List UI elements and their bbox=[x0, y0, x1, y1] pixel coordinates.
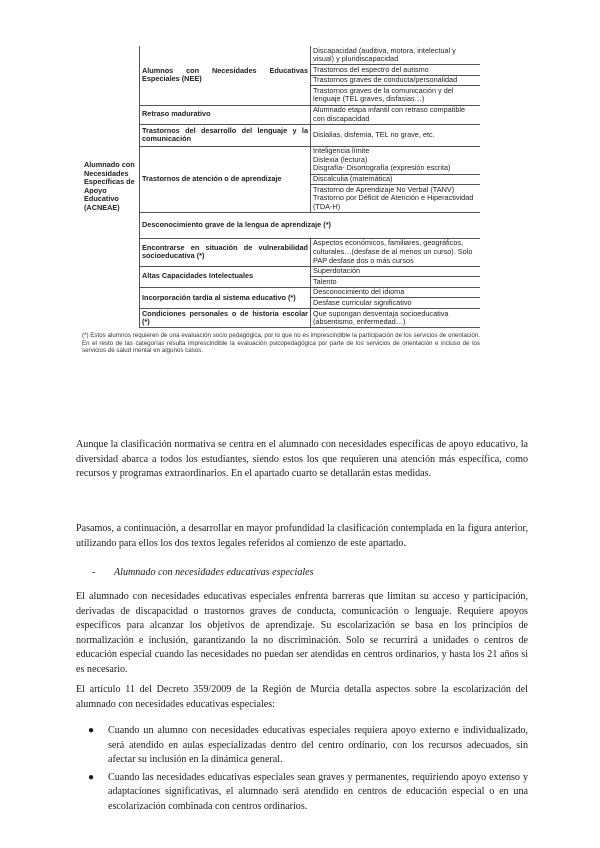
aprendizaje-item: Discalculia (matemática) bbox=[311, 174, 481, 185]
nee-item: Trastornos graves de la comunicación y del lenguaje (TEL graves, disfasias…) bbox=[311, 86, 481, 105]
desarrollo-label: Trastornos del desarrollo del lenguaje y la comunicación bbox=[140, 124, 311, 146]
heading-text: Alumnado con necesidades educativas especiales bbox=[114, 567, 314, 578]
aprendizaje-items-group bbox=[311, 146, 481, 174]
classification-table bbox=[82, 46, 480, 328]
tardia-item: Desconocimiento del idioma bbox=[311, 287, 481, 298]
table-row bbox=[82, 124, 480, 146]
aprendizaje-item: Trastorno por Déficit de Atención e Hiperactividad (TDA-H) bbox=[313, 193, 474, 211]
aprendizaje-item: Trastorno de Aprendizaje No Verbal (TANV) bbox=[313, 184, 455, 194]
paragraph-2: Pasamos, a continuación, a desarrollar en mayor profundidad la clasificación contemplada en la figura anterior, utilizando para ellos los dos textos legales referidos al comienzo de este apartado. bbox=[76, 523, 528, 549]
vulnerabilidad-label: Encontrarse en situación de vulnerabilidad socioeducativa (*) bbox=[140, 238, 311, 266]
tardia-item: Desfase curricular significativo bbox=[311, 298, 481, 309]
table-row bbox=[82, 105, 480, 124]
bullet-list bbox=[76, 724, 528, 818]
vulnerabilidad-item: Aspectos económicos, familiares, geográficos, culturales…(desfase de al menos un curso). Solo PAP desfase dos o más cursos bbox=[311, 238, 481, 266]
nee-label: Alumnos con Necesidades Educativas Especiales (NEE) bbox=[140, 46, 311, 105]
nee-item: Trastornos del espectro del autismo bbox=[311, 65, 481, 76]
desarrollo-item: Dislalias, disfemia, TEL no grave, etc. bbox=[311, 124, 481, 146]
retraso-item: Alumnado etapa infantil con retraso compatible con discapacidad bbox=[311, 105, 481, 124]
table-row bbox=[82, 146, 480, 174]
table-row bbox=[82, 238, 480, 266]
acneae-label: Alumnado con Necesidades Específicas de Apoyo Educativo (ACNEAE) bbox=[84, 160, 135, 213]
condiciones-item: Que supongan desventaja socioeducativa (absentismo, enfermedad…) bbox=[311, 309, 481, 328]
paragraph-4: El artículo 11 del Decreto 359/2009 de la Región de Murcia detalla aspectos sobre la escolarización del alumnado con necesidades educativas especiales: bbox=[76, 684, 528, 710]
table-row bbox=[82, 309, 480, 328]
paragraph-1: Aunque la clasificación normativa se centra en el alumnado con necesidades específicas de apoyo educativo, la diversidad abarca a todos los estudiantes, siendo estos los que requieren una atención más específica, como recursos y programas extraordinarios. En el apartado cuarto se detallarán estas medidas. bbox=[76, 439, 528, 480]
table-row bbox=[82, 212, 480, 238]
altas-label: Altas Capacidades Intelectuales bbox=[140, 266, 311, 287]
retraso-label: Retraso madurativo bbox=[140, 105, 311, 124]
bullet-icon: ● bbox=[88, 725, 95, 736]
nee-item: Trastornos graves de conducta/personalidad bbox=[311, 75, 481, 86]
acneae-classification-figure bbox=[82, 46, 480, 354]
table-row bbox=[82, 266, 480, 277]
figure-footnote: (*) Estos alumnos requieren de una evaluación socio pedagógica, por lo que no es imprescindible la participación de los servicios de orientación. En el resto de las categorías resulta imprescindible la evaluación psicopedagógica por parte de los servicios de orientación e incluso de los servicios de salud mental en algunos casos. bbox=[82, 332, 480, 355]
list-item-text: Cuando las necesidades educativas especiales sean graves y permanentes, requiriendo apoyo extenso y adaptaciones significativas, el alumnado será atendido en centros de educación especial o en una escolarización combinada con centros ordinarios. bbox=[108, 771, 528, 812]
tardia-label: Incorporación tardía al sistema educativo (*) bbox=[140, 287, 311, 308]
table-row bbox=[82, 46, 480, 65]
list-item bbox=[76, 771, 528, 815]
aprendizaje-items-group bbox=[311, 185, 481, 213]
list-item-text: Cuando un alumno con necesidades educativas especiales requiera apoyo externo e individualizado, será atendido en aulas especializadas dentro del centro ordinario, con los recursos adecuados, sin afectar su inclusión en la dinámica general. bbox=[108, 725, 528, 766]
desconocimiento-label: Desconocimiento grave de la lengua de aprendizaje (*) bbox=[140, 212, 481, 238]
section-heading bbox=[92, 567, 314, 578]
condiciones-label: Condiciones personales o de historia escolar (*) bbox=[140, 309, 311, 328]
table-row bbox=[82, 287, 480, 298]
bullet-icon: ● bbox=[88, 771, 95, 783]
aprendizaje-item: Inteligencia límite bbox=[313, 146, 370, 156]
altas-item: Superdotación bbox=[311, 266, 481, 277]
nee-item: Discapacidad (auditiva, motora, intelectual y visual) y pluridiscapacidad bbox=[311, 46, 481, 65]
list-item bbox=[76, 724, 528, 768]
paragraph-3: El alumnado con necesidades educativas especiales enfrenta barreras que limitan su acceso y participación, derivadas de discapacidad o trastornos graves de conducta, comunicación o lenguaje. Requiere apoyos específicos para alcanzar los objetivos de aprendizaje. Su escolarización se basa en los principios de normalización e inclusión, garantizando la no discriminación. Solo se recurrirá a unidades o centros de educación especial cuando las necesidades no puedan ser atendidas en centros ordinarios, y hasta los 21 años si es necesario. bbox=[76, 591, 528, 675]
aprendizaje-item: Dislexia (lectura) bbox=[313, 154, 368, 164]
aprendizaje-label: Trastornos de atención o de aprendizaje bbox=[140, 146, 311, 212]
aprendizaje-item: Disgrafía- Disortografía (expresión escrita) bbox=[313, 163, 451, 173]
altas-item: Talento bbox=[311, 277, 481, 288]
heading-dash: - bbox=[92, 567, 96, 578]
